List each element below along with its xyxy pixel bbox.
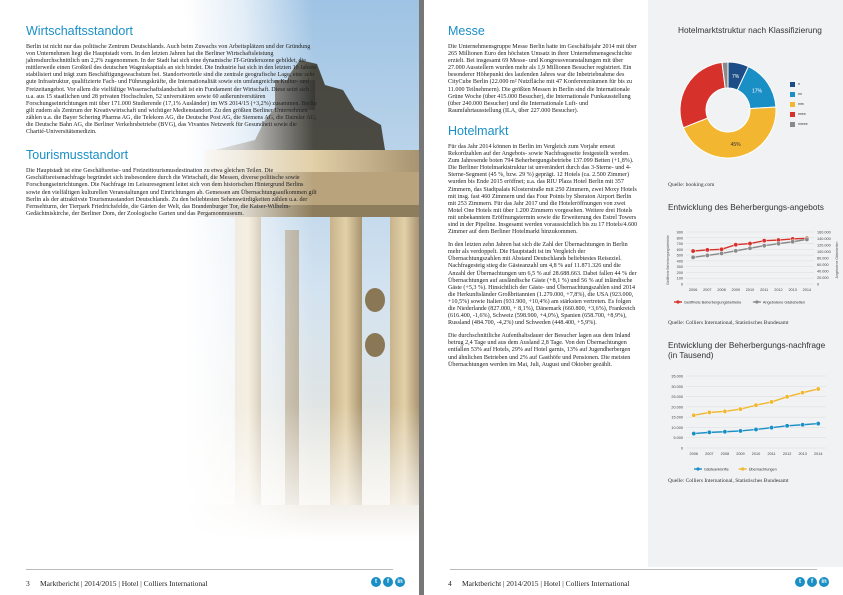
y-tick-label: 700 (676, 242, 683, 247)
y-tick-label: 20.000 (671, 405, 683, 410)
footer-text: Marktbericht | 2014/2015 | Hotel | Colliers International (40, 579, 208, 588)
chart2-source: Quelle: Colliers International, Statistisches Bundesamt (668, 320, 789, 326)
x-tick-label: 2014 (802, 288, 812, 292)
pie-slice (680, 62, 725, 127)
data-point (734, 249, 738, 253)
linkedin-icon[interactable]: in (819, 577, 829, 587)
chart2-title: Entwicklung des Beherbergungs-angebots (668, 202, 824, 212)
twitter-icon[interactable]: t (371, 577, 381, 587)
paragraph-tourismus: Die Hauptstadt ist eine Geschäftsreise- und Freizeittourismusdestination zu etwa gleichen Teilen. Die Geschäftsreisenachfrage begründet sich insbesondere durch die Wirtschaft, die Messen, diverse politische sowie Forschungseinrichtungen. Die Nachfrage im Leisuresegment leitet sich von dem historischen Hintergrund Berlins sowie den vielfältigen kulturellen Veranstaltungen und Einrichtungen ab. Gemessen am Übernachtungsaufkommen gilt Berlin als der attraktivste Tourismusstandort Deutschlands. Zu den beliebtesten Sehenswürdigkeiten zählen u.a. der Fernsehturm, der Tierpark Friedrichsfelde, die Gärten der Welt, das Brandenburger Tor, die Kaiser-Wilhelm-Gedächtniskirche, der Berliner Dom, der Zoologische Garten und das Pergamonmuseum. (26, 168, 317, 217)
y-tick-label: 30.000 (671, 384, 683, 389)
legend-swatch (790, 102, 795, 107)
data-point (692, 413, 696, 417)
legend-label: * (798, 83, 800, 89)
data-point (707, 410, 711, 414)
footer (0, 567, 419, 595)
data-point (800, 390, 804, 394)
data-point (816, 421, 820, 425)
legend-swatch (790, 112, 795, 117)
paragraph-messe: Die Unternehmensgruppe Messe Berlin hatte im Geschäftsjahr 2014 mit über 265 Millionen Euro den höchsten Umsatz in ihrer Unternehmensgeschichte erzielt. Bei insgesamt 69 Messe- und Kongressveranstaltungen mit über 27.000 Ausstellern wurden mehr als 1,9 Millionen Besucher registriert. Ein besonderer Höhepunkt des laufenden Jahres war die Inbetriebnahme des CityCube Berlin (22.000 m² Nutzfläche mit 47 Konferenzräumen für bis zu 11.000 Teilnehmern). Die größten Messen in Berlin sind die Internationale Grüne Woche (über 415.000 Besucher), die Internationale Funkausstellung (über 240.000 Besucher) und die Internationale Luft- und Raumfahrtausstellung (ILA, über 227.000 Besucher). (448, 44, 637, 114)
data-point (754, 403, 758, 407)
paragraph-wirtschaft: Berlin ist nicht nur das politische Zentrum Deutschlands. Auch beim Zuwachs von Arbeitsplätzen und der Gründung von Unternehmen liegt die Hauptstadt vorn. In den letzten Jahren hat die Berliner Wirtschaftsleistung jahresdurchschnittlich um 2,2% zugenommen. In der Stadt hat sich eine dynamische IT-Gründerszene gebildet, die mittlerweile einen Großteil des deutschen Wagniskapitals an sich bindet. Die Industrie hat sich in den letzten 10 Jahren stabilisiert und trägt zum Beschäftigungswachstum bei. Standortvorteile sind die zentrale geografische Lage, eine sehr gute Infrastruktur, qualifizierte Fach- und Führungskräfte, die Internationalität sowie ein umfangreiches Kultur- und Freizeitangebot. Vor allem die vielfältige Wissenschaftslandschaft ist ein Fundament der Wirtschaft. Diese setzt sich u.a. aus 15 staatlichen und 28 privaten Hochschulen, 52 universitären sowie 60 außeruniversitären Forschungseinrichtungen mit über 171.000 Studierende (17,1% Ausländer) im WS 2014/15 (+3,2%) zusammen. Berlin gilt zudem als Zentrum der Kreativwirtschaft und wichtiger Medienstandort. Zu den größten Berliner Unternehmen zählen u.a. die Bayer Schering Pharma AG, die Telekom AG, die Deutsche Post AG, die Siemens AG, die Daimler AG, die Deutsche Bahn AG, die Berliner Verkehrsbetriebe (BVG), das Vivantes Netzwerk für Gesundheit sowie die Charité-Universitätsmedizin. (26, 44, 317, 136)
data-point (738, 429, 742, 433)
x-tick-label: 2013 (798, 452, 807, 456)
footer-text: Marktbericht | 2014/2015 | Hotel | Colliers International (462, 579, 630, 588)
chart1-title: Hotelmarktstruktur nach Klassifizierung (678, 25, 822, 35)
legend-label: Übernachtungen (748, 467, 777, 472)
data-point (800, 423, 804, 427)
data-point (705, 253, 709, 257)
data-point (723, 409, 727, 413)
section-heading-tourismusstandort: Tourismusstandort (26, 148, 129, 163)
section-heading-wirtschaftsstandort: Wirtschaftsstandort (26, 24, 133, 38)
legend-swatch (790, 82, 795, 87)
data-point (776, 242, 780, 246)
x-tick-label: 2008 (720, 452, 730, 456)
chart-sidebar (648, 0, 843, 567)
twitter-icon[interactable]: t (795, 577, 805, 587)
data-point (692, 431, 696, 435)
data-point (707, 430, 711, 434)
data-point (762, 243, 766, 247)
data-point (691, 249, 695, 253)
data-point (785, 395, 789, 399)
y-tick-label: 500 (676, 253, 683, 258)
chart1-source: Quelle: booking.com (668, 182, 715, 188)
y-tick-label: 5.000 (673, 436, 683, 441)
y2-tick-label: 20.000 (817, 276, 829, 280)
data-point (738, 407, 742, 411)
data-point (748, 246, 752, 250)
chart3-title: Entwicklung der Beherbergungs-nachfrage (in Tausend) (668, 340, 826, 360)
x-tick-label: 2014 (813, 452, 823, 456)
legend-marker (696, 467, 699, 470)
data-point (805, 237, 809, 241)
y-tick-label: 100 (676, 276, 683, 281)
data-point (790, 240, 794, 244)
paragraph-hotelmarkt-1: Für das Jahr 2014 können in Berlin im Vergleich zum Vorjahr erneut Rekordzahlen auf der Angebots- sowie Nachfrageseite festgestellt werden. Zum Jahresende boten 794 Beherbergungsbetriebe 137.099 Betten (+1,8%). Die Berliner Hotelmarktstruktur ist unverändert durch das 3-Sterne- und 4-Sterne-Segment (45 %, bzw. 29 %) geprägt. 12 Hotels (ca. 2.500 Zimmer) wurden bis Ende 2015 eröffnet; u.a. das RIU Plaza Hotel Berlin mit 357 Zimmern, das Stadtpalais Klosterstraße mit 250 Zimmern, zwei Moxy Hotels mit insg. fast 460 Zimmern und das Four Points by Sheraton Airport Berlin mit 253 Zimmern. Für das Jahr 2017 und die Hoteleröffnungen von zwei Motel One Hotels mit über 1.200 Zimmern vorgesehen. Weitere drei Hotels mit unbekanntem Eröffnungstermin sowie die Erweiterung des Estrel Towers sind in der Pipeline. Insgesamt werden voraussichtlich bis zu 17 Hotels/4.600 Zimmer auf dem Berliner Hotelmarkt hinzukommen. (448, 143, 638, 236)
data-point (719, 251, 723, 255)
x-tick-label: 2006 (688, 288, 698, 292)
y-tick-label: 400 (676, 259, 683, 264)
section-heading-hotelmarkt: Hotelmarkt (448, 123, 509, 138)
facebook-icon[interactable]: f (383, 577, 393, 587)
x-tick-label: 2013 (788, 288, 797, 292)
pie-slice-label: 7% (732, 73, 740, 80)
x-tick-label: 2012 (774, 288, 783, 292)
x-tick-label: 2006 (689, 452, 699, 456)
data-point (816, 387, 820, 391)
y-tick-label: 200 (676, 270, 683, 275)
x-tick-label: 2011 (760, 288, 769, 292)
y-tick-label: 15.000 (671, 415, 683, 420)
legend-label: Angebotene Gästebetten (762, 300, 806, 305)
page-3 (0, 0, 419, 595)
supply-line-chart (664, 228, 840, 308)
paragraph-hotelmarkt-3: Die durchschnittliche Aufenthaltsdauer der Besucher lagen aus dem Inland betrug 2,4 Tage und aus dem Ausland 2,8 Tage. Von den Übernachtungen entfallen 53% auf Hotels, 29% auf Hotel garnis, 13% auf Jugendherbergen und ähnlichen Betrieben und 2% auf Gasthöfe und Pensionen. Die meisten Übernachtungen werden im Mai, Juli, August und Oktober gezählt. (448, 333, 631, 368)
data-point (754, 427, 758, 431)
y2-tick-label: 100.000 (817, 250, 831, 254)
data-point (748, 241, 752, 245)
y2-axis-label: Angebotene Gästebetten (835, 241, 839, 279)
y-tick-label: 0 (680, 446, 683, 451)
linkedin-icon[interactable]: in (395, 577, 405, 587)
legend-label: ***** (798, 123, 808, 129)
y-tick-label: 25.000 (671, 395, 683, 400)
y-tick-label: 0 (680, 282, 683, 287)
y-tick-label: 600 (676, 247, 683, 252)
x-tick-label: 2012 (782, 452, 792, 456)
pie-slice-label: 45% (730, 142, 741, 149)
y-tick-label: 10.000 (671, 425, 683, 430)
data-point (691, 255, 695, 259)
legend-marker (755, 300, 758, 303)
y-tick-label: 300 (676, 265, 683, 270)
demand-line-chart (664, 370, 840, 475)
data-point (705, 248, 709, 252)
legend-marker (676, 300, 679, 303)
y2-tick-label: 140.000 (817, 237, 831, 241)
legend-label: Geöffnete Beherbergungsbetriebe (684, 300, 742, 305)
page-number: 3 (26, 579, 30, 588)
x-tick-label: 2009 (731, 288, 741, 292)
data-point (734, 243, 738, 247)
y2-tick-label: 0 (817, 282, 820, 287)
page-number: 4 (448, 579, 452, 588)
data-point (719, 247, 723, 251)
y2-tick-label: 160.000 (817, 230, 831, 235)
y2-tick-label: 40.000 (817, 269, 829, 274)
pie-slice-label: 17% (751, 88, 762, 95)
legend-label: *** (798, 103, 804, 109)
x-tick-label: 2007 (705, 452, 714, 456)
data-point (723, 430, 727, 434)
y-tick-label: 35.000 (671, 374, 683, 379)
x-tick-label: 2008 (717, 288, 726, 292)
x-tick-label: 2007 (703, 288, 712, 292)
legend-swatch (790, 92, 795, 97)
social-links (371, 577, 405, 587)
series-line (694, 389, 818, 415)
data-point (785, 424, 789, 428)
paragraph-hotelmarkt-2: In den letzten zehn Jahren hat sich die Zahl der Übernachtungen in Berlin mehr als verdoppelt. Die Hauptstadt ist im Vergleich der Übernachtungszahlen mit Abstand Deutschlands beliebtestes Reiseziel. Nachfragesteig stieg die Gästeanzahl um 4,8 % auf 11.871.326 und die Anzahl der Übernachtungen um 6,5 % auf 28.688.663. Dabei fallen 44 % der Übernachtungen auf ausländische Gäste (+8,1 %) und 56 % auf inländische Gäste (+5,3 %). Hinsichtlich der Gäste- und Übernachtungszahlen sind 2014 die Herkunftsländer Großbritannien (1.279.000, +7,8%), die USA (923.000, +10,5%) sowie Italien (931.900, +10,4%) am stärksten vertreten. Es folgen die Niederlande (827.000, + 8,1%), Dänemark (660.800, +3,6%), Frankreich (616.400, -1,6%), Schweiz (598.900, +4,0%), Spanien (658.700, +8,9%), Russland (484.700, -4,2%) und Schweden (448.400, +5,9%). (448, 242, 637, 327)
facebook-icon[interactable]: f (807, 577, 817, 587)
y-axis-label: Geöffnete Beherbergungsbetriebe (666, 235, 670, 285)
y-tick-label: 900 (676, 230, 683, 235)
data-point (769, 400, 773, 404)
data-point (762, 238, 766, 242)
y2-tick-label: 60.000 (817, 263, 829, 267)
page-4 (424, 0, 843, 595)
y2-tick-label: 80.000 (817, 256, 829, 261)
chart3-source: Quelle: Colliers International, Statistisches Bundesamt (668, 478, 789, 484)
classification-pie-chart (668, 52, 843, 174)
legend-label: ** (798, 93, 802, 99)
x-tick-label: 2009 (736, 452, 745, 456)
x-tick-label: 2010 (745, 288, 755, 292)
y-tick-label: 800 (676, 236, 683, 241)
x-tick-label: 2010 (751, 452, 761, 456)
legend-swatch (790, 122, 795, 127)
legend-marker (741, 467, 744, 470)
social-links (795, 577, 829, 587)
footer (424, 567, 843, 595)
x-tick-label: 2011 (767, 452, 776, 456)
legend-label: Gästeankünfte (704, 467, 729, 472)
y2-tick-label: 120.000 (817, 243, 831, 248)
section-heading-messe: Messe (448, 24, 485, 38)
legend-label: **** (798, 113, 806, 119)
data-point (769, 425, 773, 429)
